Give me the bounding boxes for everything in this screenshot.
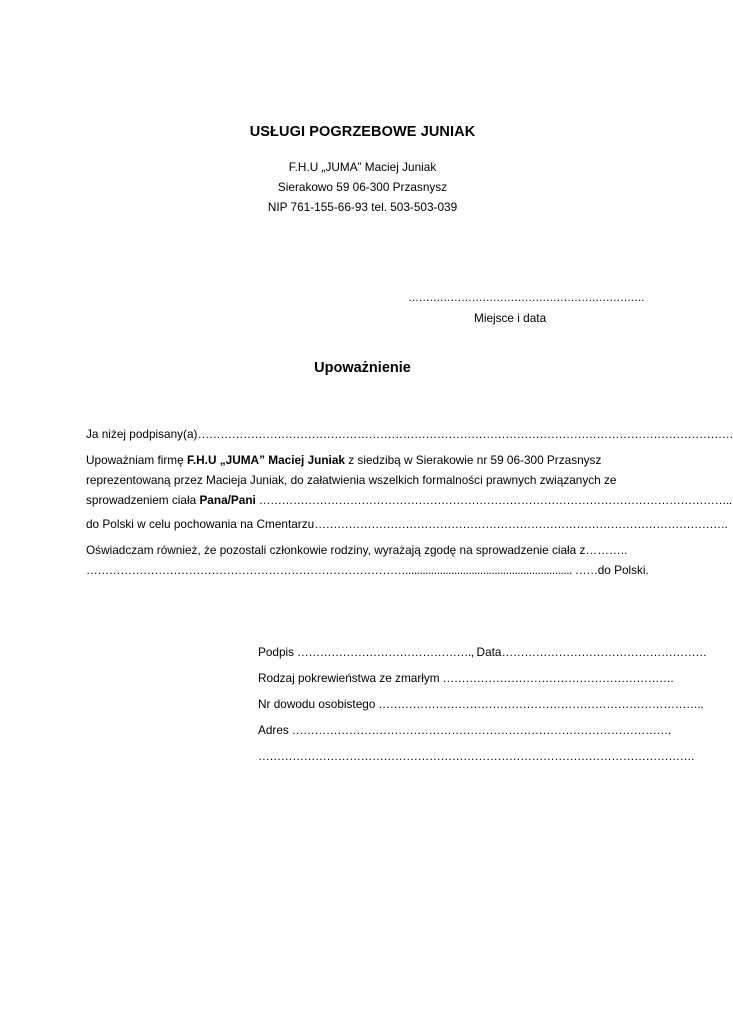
- signature-label: Podpis: [258, 645, 295, 659]
- company-nip-phone: NIP 761-155-66-93 tel. 503-503-039: [267, 200, 458, 214]
- family-consent-end: do Polski.: [597, 563, 649, 577]
- paragraph-authorization: [86, 450, 732, 510]
- address-field-dots[interactable]: ……………………………………………………………………………………….: [288, 723, 671, 737]
- authorization-text-line3: sprowadzeniem ciała: [86, 493, 200, 507]
- authorized-company-name: F.H.U „JUMA” Maciej Juniak: [186, 453, 345, 467]
- signatory-label: Ja niżej podpisany(a): [86, 427, 198, 441]
- authorization-text-line2: reprezentowaną przez Macieja Juniak, do załatwienia wszelkich formalności prawnych związanych ze: [86, 473, 617, 487]
- paragraph-cemetery: [86, 514, 728, 534]
- authorization-text-start: Upoważniam firmę: [86, 453, 187, 467]
- cemetery-label: do Polski w celu pochowania na Cmentarzu: [86, 517, 315, 531]
- company-name: USŁUGI POGRZEBOWE JUNIAK: [249, 124, 476, 140]
- relation-row: [258, 668, 674, 688]
- id-number-row: [258, 694, 704, 714]
- signature-date-field-dots[interactable]: ………………………………………………: [501, 645, 707, 659]
- id-number-label: Nr dowodu osobistego: [258, 697, 376, 711]
- origin-location-field-dots[interactable]: ………………………………………………………………………….......................................................... ……: [86, 563, 598, 577]
- paragraph-signatory: [86, 424, 733, 444]
- relation-label: Rodzaj pokrewieństwa ze zmarłym: [258, 671, 440, 685]
- signatory-field-dots[interactable]: ……………………………………………………………………………………………………………………………: [197, 427, 733, 441]
- relation-field-dots[interactable]: …………………………………………………….: [439, 671, 674, 685]
- signature-date-label: Data: [476, 645, 502, 659]
- signature-field-dots[interactable]: ……………………………………….,: [294, 645, 477, 659]
- cemetery-field-dots[interactable]: ……………………………………………………………………………………………….: [314, 517, 728, 531]
- address-label: Adres: [258, 723, 289, 737]
- company-address: Sierakowo 59 06-300 Przasnysz: [277, 180, 448, 194]
- date-field-label: Miejsce i data: [474, 311, 547, 325]
- address-extra-field-dots[interactable]: …………………………………………………………………………………………………….: [258, 749, 694, 763]
- date-field[interactable]: [408, 292, 644, 304]
- deceased-name-field-dots[interactable]: ……………………………………………………………………………………………………………..: [255, 493, 732, 507]
- authorization-text-seat: z siedzibą w Sierakowie nr 59 06-300 Przasnysz: [344, 453, 602, 467]
- id-number-field-dots[interactable]: …………………………………………………………………………..: [375, 697, 704, 711]
- company-legal-name: F.H.U „JUMA” Maciej Juniak: [288, 160, 437, 174]
- family-consent-text: Oświadczam również, że pozostali członkowie rodziny, wyrażają zgodę na sprowadzenie ciała z………..: [86, 543, 628, 557]
- document-title: Upoważnienie: [314, 360, 411, 376]
- paragraph-family-consent: [86, 540, 649, 580]
- gender-choice: Pana/Pani: [199, 493, 256, 507]
- signature-row: [258, 642, 707, 662]
- address-row: [258, 720, 671, 740]
- date-field-dots: ………………………………………………………….: [408, 292, 644, 304]
- address-extra-row: [258, 746, 694, 766]
